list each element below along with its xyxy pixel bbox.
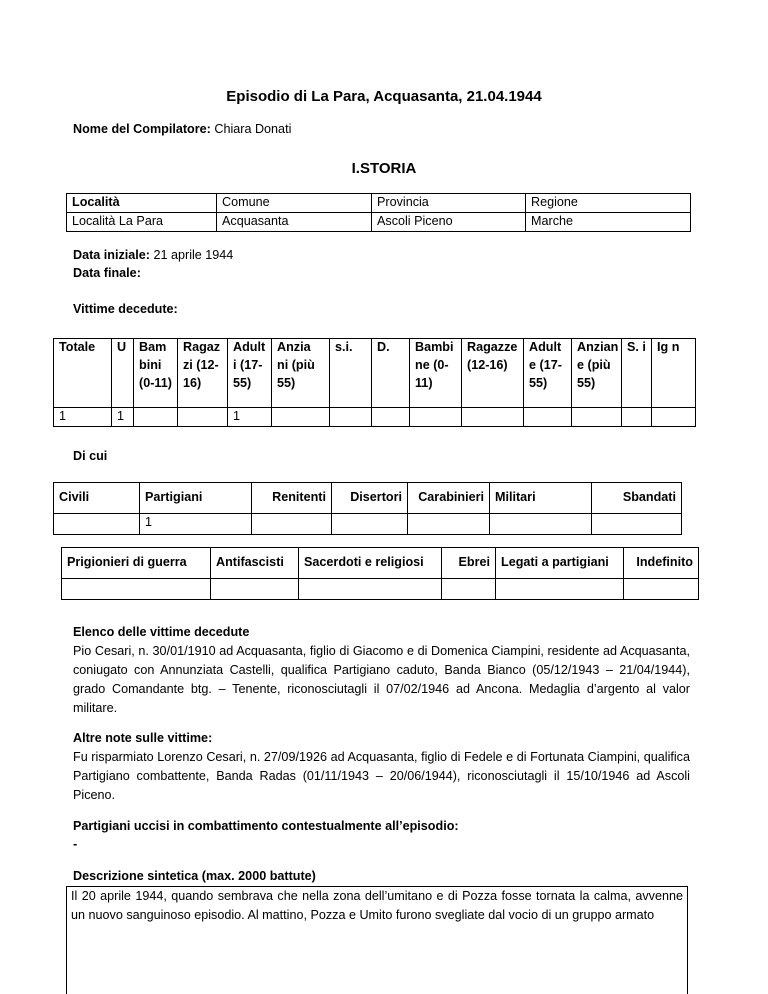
- victims-value-ragazzi: [178, 408, 228, 427]
- prig-header-legati: Legati a partigiani: [496, 548, 624, 579]
- dicui-value-militari: [490, 514, 592, 535]
- dicui-value-carabinieri: [408, 514, 490, 535]
- prig-value-antifascisti: [211, 579, 299, 600]
- victims-header-bambine: Bambi ne (0-11): [410, 339, 462, 408]
- descrizione-text: Il 20 aprile 1944, quando sembrava che nella zona dell’umitano e di Pozza fosse tornata la calma, avvenne un nuovo sanguinoso episodio. Al mattino, Pozza e Umito furono svegliate dal vocio di un gruppo armato: [71, 889, 683, 922]
- date-end: [73, 265, 141, 283]
- page-title: Episodio di La Para, Acquasanta, 21.04.1944: [226, 88, 542, 105]
- table-row: [54, 514, 682, 535]
- prig-header-antifascisti: Antifascisti: [211, 548, 299, 579]
- dicui-table: [53, 482, 682, 535]
- prig-value-prigionieri: [62, 579, 211, 600]
- dicui-value-renitenti: [252, 514, 332, 535]
- location-header-provincia: Provincia: [372, 194, 526, 213]
- prig-header-indefinito: Indefinito: [624, 548, 699, 579]
- altre-note-text: Fu risparmiato Lorenzo Cesari, n. 27/09/1926 ad Acquasanta, figlio di Fedele e di Fortunata Ciampini, qualifica Partigiano combattente, Banda Radas (01/11/1943 – 20/06/1944), riconosciutagli il 15/10/1946 ad Ascoli Piceno.: [73, 750, 690, 802]
- victims-value-anziani: [272, 408, 330, 427]
- victims-value-totale: 1: [54, 408, 112, 427]
- dicui-header-sbandati: Sbandati: [592, 483, 682, 514]
- victims-header-u: U: [112, 339, 134, 408]
- dicui-label: Di cui: [73, 449, 108, 463]
- table-row: [62, 579, 699, 600]
- victims-value-ragazze: [462, 408, 524, 427]
- location-header-regione: Regione: [526, 194, 691, 213]
- location-table: [66, 193, 691, 232]
- victims-value-d: [372, 408, 410, 427]
- compiler-label: Nome del Compilatore:: [73, 122, 211, 136]
- date-start: [73, 247, 233, 265]
- victims-header-si: s.i.: [330, 339, 372, 408]
- victims-label: Vittime decedute:: [73, 302, 178, 316]
- dicui-header-partigiani: Partigiani: [140, 483, 252, 514]
- dicui-header-carabinieri: Carabinieri: [408, 483, 490, 514]
- victims-value-si-f: [622, 408, 652, 427]
- victims-header-totale: Totale: [54, 339, 112, 408]
- victims-header-si-f: S. i: [622, 339, 652, 408]
- compiler-line: [73, 121, 291, 139]
- victims-value-bambine: [410, 408, 462, 427]
- dicui-header-militari: Militari: [490, 483, 592, 514]
- table-row: [54, 408, 696, 427]
- dicui-value-partigiani: 1: [140, 514, 252, 535]
- table-row: [67, 212, 691, 231]
- victims-header-bambini: Bam bini (0-11): [134, 339, 178, 408]
- location-header-comune: Comune: [217, 194, 372, 213]
- date-end-label: Data finale:: [73, 266, 141, 280]
- victims-header-anziani: Anzia ni (più 55): [272, 339, 330, 408]
- table-row: [67, 194, 691, 213]
- location-value-comune: Acquasanta: [217, 212, 372, 231]
- dicui-header-civili: Civili: [54, 483, 140, 514]
- descrizione-box: [66, 886, 688, 994]
- table-row: [54, 483, 682, 514]
- prig-value-ebrei: [442, 579, 496, 600]
- prig-value-legati: [496, 579, 624, 600]
- date-start-value: 21 aprile 1944: [153, 248, 234, 262]
- victims-value-adulti: 1: [228, 408, 272, 427]
- table-row: [62, 548, 699, 579]
- location-value-localita: Località La Para: [67, 212, 217, 231]
- altre-note-heading: Altre note sulle vittime:: [73, 731, 213, 745]
- dicui-value-sbandati: [592, 514, 682, 535]
- dicui-value-disertori: [332, 514, 408, 535]
- elenco-text: Pio Cesari, n. 30/01/1910 ad Acquasanta, figlio di Giacomo e di Domenica Ciampini, residente ad Acquasanta, coniugato con Annunziata Castelli, qualifica Partigiano caduto, Banda Bianco (05/12/1943 – 21/04/1944), grado Comandante btg. – Tenente, riconosciutagli il 07/02/1946 ad Ancona. Medaglia d’argento al valor militare.: [73, 644, 690, 715]
- location-value-regione: Marche: [526, 212, 691, 231]
- prig-header-sacerdoti: Sacerdoti e religiosi: [299, 548, 442, 579]
- victims-header-ragazzi: Ragaz zi (12-16): [178, 339, 228, 408]
- prig-header-ebrei: Ebrei: [442, 548, 496, 579]
- victims-value-ign: [652, 408, 696, 427]
- location-value-provincia: Ascoli Piceno: [372, 212, 526, 231]
- victims-header-d: D.: [372, 339, 410, 408]
- victims-value-bambini: [134, 408, 178, 427]
- compiler-value: Chiara Donati: [214, 122, 292, 136]
- victims-header-ign: Ig n: [652, 339, 696, 408]
- section-title: I.STORIA: [351, 160, 417, 177]
- prig-header-prigionieri: Prigionieri di guerra: [62, 548, 211, 579]
- prig-value-sacerdoti: [299, 579, 442, 600]
- prig-value-indefinito: [624, 579, 699, 600]
- victims-table: [53, 338, 696, 427]
- victims-header-adulti: Adult i (17-55): [228, 339, 272, 408]
- dicui-header-renitenti: Renitenti: [252, 483, 332, 514]
- dicui-value-civili: [54, 514, 140, 535]
- partigiani-uccisi-heading: Partigiani uccisi in combattimento contestualmente all’episodio:: [73, 819, 459, 833]
- prigionieri-table: [61, 547, 699, 600]
- victims-header-adulte: Adult e (17-55): [524, 339, 572, 408]
- partigiani-uccisi-value: -: [73, 837, 78, 851]
- victims-header-anziane: Anzian e (più 55): [572, 339, 622, 408]
- victims-value-u: 1: [112, 408, 134, 427]
- victims-header-ragazze: Ragazze (12-16): [462, 339, 524, 408]
- victims-value-anziane: [572, 408, 622, 427]
- date-start-label: Data iniziale:: [73, 248, 150, 262]
- victims-value-adulte: [524, 408, 572, 427]
- descrizione-heading: Descrizione sintetica (max. 2000 battute): [73, 869, 316, 883]
- location-header-localita: Località: [67, 194, 217, 213]
- elenco-heading: Elenco delle vittime decedute: [73, 625, 250, 639]
- dicui-header-disertori: Disertori: [332, 483, 408, 514]
- table-row: [54, 339, 696, 408]
- victims-value-si: [330, 408, 372, 427]
